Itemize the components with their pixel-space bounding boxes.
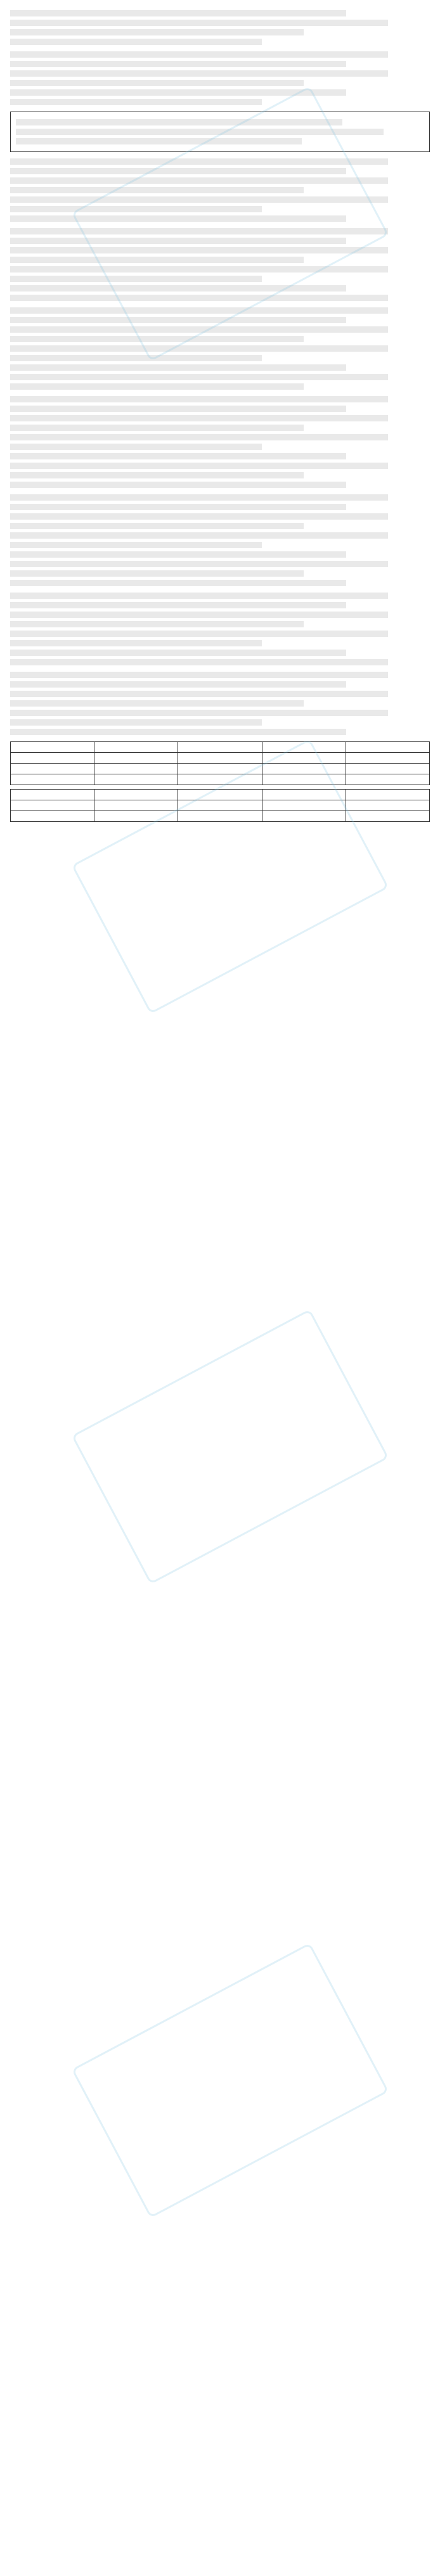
question-block-1: [10, 51, 430, 105]
rubric-table-1: [10, 741, 430, 785]
question-block-3: [10, 228, 430, 301]
answer-block-1: [10, 593, 430, 665]
letter-box: [10, 112, 430, 152]
question-block-4: [10, 307, 430, 390]
question-block-2: [10, 158, 430, 222]
rubric-table-2: [10, 789, 430, 822]
answer-block-2: [10, 672, 430, 735]
instructions-block: [10, 10, 430, 45]
question-block-5: [10, 396, 430, 488]
question-block-6: [10, 494, 430, 586]
